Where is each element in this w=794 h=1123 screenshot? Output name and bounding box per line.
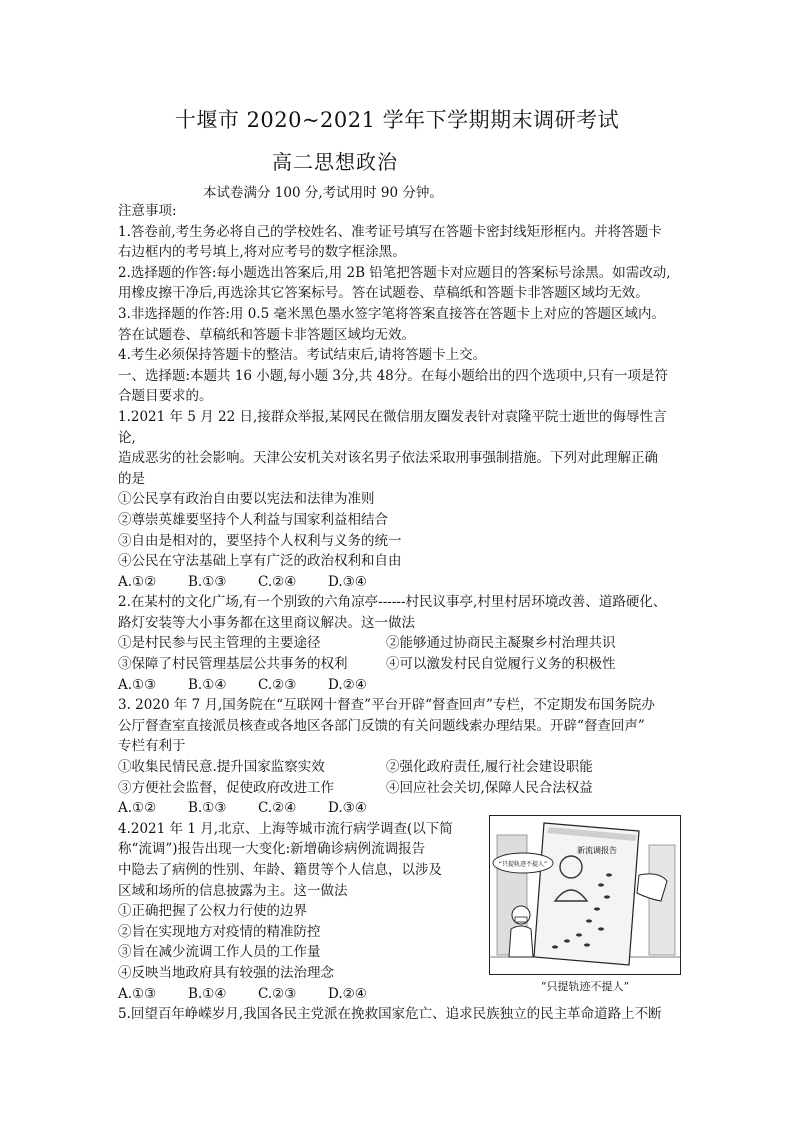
q2-stem: 2.在某村的文化广场,有一个别致的六角凉亭------村民议事亭,村里村居环境改善、道路硬化、 bbox=[118, 594, 667, 611]
q2-options-row bbox=[118, 654, 683, 675]
cartoon-image bbox=[489, 815, 681, 975]
q2-option: ②能够通过协商民主凝聚乡村治理共识 bbox=[386, 635, 616, 652]
answer-choice: D.②④ bbox=[328, 985, 367, 1002]
q1-stem: 造成恶劣的社会影响。天津公安机关对该名男子依法采取刑事强制措施。下列对此理解正确 bbox=[118, 450, 658, 467]
answer-choice: C.②④ bbox=[258, 800, 297, 817]
q2-options-row bbox=[118, 633, 683, 654]
answer-choice: A.①② bbox=[118, 573, 157, 590]
report-title: 新流调报告 bbox=[577, 845, 617, 855]
q3-options-row bbox=[118, 778, 683, 799]
q4-stem: 区域和场所的信息披露为主。这一做法 bbox=[118, 882, 348, 899]
q3-option: ④回应社会关切,保障人民合法权益 bbox=[386, 779, 593, 796]
section-heading: 一、选择题:本题共 16 小题,每小题 3分,共 48分。在每小题给出的四个选项中,只有一项是符 bbox=[118, 367, 669, 384]
q3-stem: 3. 2020 年 7 月,国务院在“互联网十督查”平台开辟“督查回声”专栏，不定期发布国务院办 bbox=[118, 697, 655, 714]
q4-stem: 4.2021 年 1 月,北京、上海等城市流行病学调查(以下简 bbox=[118, 820, 453, 837]
q1-option: ①公民享有政治自由要以宪法和法律为准则 bbox=[118, 491, 375, 508]
notice-line: 答在试题卷、草稿纸和答题卡非答题区域均无效。 bbox=[118, 326, 415, 343]
answer-choice: D.②④ bbox=[328, 676, 367, 693]
q4-stem: 称“流调”)报告出现一大变化:新增确诊病例流调报告 bbox=[118, 841, 426, 858]
answer-choice: D.③④ bbox=[328, 573, 367, 590]
answer-choice: C.②④ bbox=[258, 573, 297, 590]
q1-option: ③自由是相对的，要坚持个人权利与义务的统一 bbox=[118, 532, 402, 549]
notice-line: 右边框内的考号填上,将对应考号的数字框涂黑。 bbox=[118, 244, 406, 261]
q2-option: ④可以激发村民自觉履行义务的积极性 bbox=[386, 656, 616, 673]
q4-text bbox=[118, 819, 473, 1004]
q2-option: ①是村民参与民主管理的主要途径 bbox=[118, 635, 321, 652]
answer-choice: A.①③ bbox=[118, 676, 157, 693]
notice-heading: 注意事项: bbox=[118, 203, 177, 219]
answer-choice: B.①④ bbox=[188, 676, 227, 693]
answer-choice: A.①② bbox=[118, 800, 157, 817]
answer-choice: C.②③ bbox=[258, 676, 297, 693]
q4-option: ②旨在实现地方对疫情的精准防控 bbox=[118, 923, 321, 940]
q4-option: ③旨在减少流调工作人员的工作量 bbox=[118, 944, 321, 961]
q3-stem: 专栏有利于 bbox=[118, 738, 186, 755]
q3-option: ②强化政府责任,履行社会建设职能 bbox=[386, 759, 593, 776]
answer-choice: B.①④ bbox=[188, 985, 227, 1002]
q4-block bbox=[118, 819, 683, 1004]
q1-option: ②尊崇英雄要坚持个人利益与国家利益相结合 bbox=[118, 511, 388, 528]
q2-stem: 路灯安装等大小事务都在这里商议解决。这一做法 bbox=[118, 614, 415, 631]
cartoon-figure bbox=[489, 815, 681, 993]
q4-option: ①正确把握了公权力行使的边界 bbox=[118, 903, 307, 920]
answer-choice: D.③④ bbox=[328, 800, 367, 817]
section-heading: 合题目要求的。 bbox=[118, 388, 213, 405]
answer-choice: B.①③ bbox=[188, 573, 227, 590]
exam-title: 十堰市 2020~2021 学年下学期期末调研考试 bbox=[174, 108, 620, 132]
answer-choice: A.①③ bbox=[118, 985, 157, 1002]
q4-answers bbox=[118, 984, 473, 1005]
answer-choice: B.①③ bbox=[188, 800, 227, 817]
exam-subject: 高二思想政治 bbox=[272, 150, 398, 174]
notice-line: 2.选择题的作答:每小题选出答案后,用 2B 铅笔把答题卡对应题目的答案标号涂黑。如需改动, bbox=[118, 264, 671, 281]
q1-stem: 1.2021 年 5 月 22 日,接群众举报,某网民在微信朋友圈发表针对袁隆平院士逝世的侮辱性言论, bbox=[118, 408, 667, 446]
q3-options-row bbox=[118, 757, 683, 778]
notice-line: 3.非选择题的作答:用 0.5 毫米黑色墨水签字笔将答案直接答在答题卡上对应的答题区域内。 bbox=[118, 305, 665, 322]
answer-choice: C.②③ bbox=[258, 985, 297, 1002]
speech-bubble-text: “只提轨迹不提人” bbox=[498, 860, 548, 868]
q3-option: ③方便社会监督，促使政府改进工作 bbox=[118, 779, 334, 796]
q2-option: ③保障了村民管理基层公共事务的权利 bbox=[118, 656, 348, 673]
notice-line: 4.考生必须保持答题卡的整洁。考试结束后,请将答题卡上交。 bbox=[118, 347, 487, 364]
q3-stem: 公厅督查室直接派员核查或各地区各部门反馈的有关问题线索办理结果。开辟“督查回声” bbox=[118, 717, 645, 734]
q5-stem: 5.回望百年峥嵘岁月,我国各民主党派在挽救国家危亡、追求民族独立的民主革命道路上不断 bbox=[118, 1006, 662, 1023]
q1-stem: 的是 bbox=[118, 470, 145, 487]
q4-option: ④反映当地政府具有较强的法治理念 bbox=[118, 964, 334, 981]
notice-line: 1.答卷前,考生务必将自己的学校姓名、准考证号填写在答题卡密封线矩形框内。并将答题卡 bbox=[118, 223, 662, 240]
notice-line: 用橡皮擦干净后,再选涂其它答案标号。答在试题卷、草稿纸和答题卡非答题区域均无效。 bbox=[118, 285, 649, 302]
cartoon-caption: “只提轨迹不提人” bbox=[540, 979, 630, 993]
q1-option: ④公民在守法基础上享有广泛的政治权利和自由 bbox=[118, 553, 402, 570]
q1-answers bbox=[118, 572, 683, 593]
exam-meta: 本试卷满分 100 分,考试用时 90 分钟。 bbox=[203, 185, 443, 201]
q4-stem: 中隐去了病例的性别、年龄、籍贯等个人信息，以涉及 bbox=[118, 862, 442, 878]
q3-option: ①收集民情民意.提升国家监察实效 bbox=[118, 759, 325, 776]
exam-body bbox=[118, 201, 683, 1025]
q2-answers bbox=[118, 675, 683, 696]
